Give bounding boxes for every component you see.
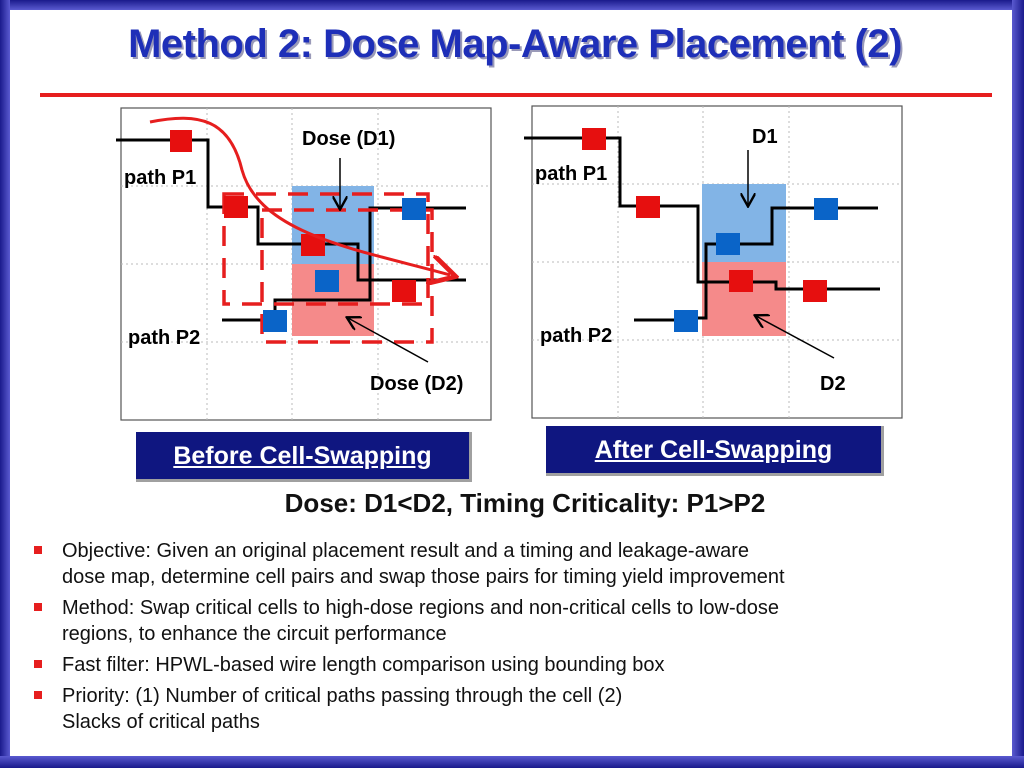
- after-panel: [524, 106, 902, 418]
- bullet-method: [32, 595, 1007, 647]
- bullet-text: dose map, determine cell pairs and swap those pairs for timing yield improvement: [62, 566, 785, 588]
- cell-critical: [636, 196, 660, 218]
- path-p1-label: path P1: [124, 167, 197, 189]
- cell-noncritical: [263, 310, 287, 332]
- bullet-list: [32, 538, 1007, 740]
- summary-caption: Dose: D1<D2, Timing Criticality: P1>P2: [284, 488, 766, 518]
- bullet-text: Priority: (1) Number of critical paths passing through the cell (2): [62, 685, 623, 707]
- bullet-text: Slacks of critical paths: [62, 711, 260, 733]
- cell-critical: [803, 280, 827, 302]
- dose-d1-label: Dose (D1): [302, 128, 396, 150]
- bullet-marker: [34, 546, 42, 554]
- bullet-objective: [32, 538, 1007, 590]
- cell-critical: [582, 128, 606, 150]
- d2-label: D2: [820, 373, 846, 395]
- cell-noncritical: [402, 198, 426, 220]
- bullet-text: regions, to enhance the circuit performance: [62, 623, 447, 645]
- after-caption-box: After Cell-Swapping: [546, 426, 884, 476]
- cell-critical: [224, 196, 248, 218]
- bullet-text: Method: Swap critical cells to high-dose regions and non-critical cells to low-dose: [62, 597, 780, 619]
- before-caption-box: Before Cell-Swapping: [136, 432, 472, 482]
- bullet-marker: [34, 603, 42, 611]
- bullet-priority: [32, 683, 1007, 735]
- cell-critical: [392, 280, 416, 302]
- cell-noncritical: [315, 270, 339, 292]
- slide-title: Method 2: Dose Map-Aware Placement (2): [128, 22, 902, 66]
- before-panel: [116, 108, 491, 420]
- cell-critical: [729, 270, 753, 292]
- cell-critical: [170, 130, 192, 152]
- cell-noncritical: [814, 198, 838, 220]
- bullet-text: Objective: Given an original placement result and a timing and leakage-aware: [62, 540, 750, 562]
- bullet-marker: [34, 660, 42, 668]
- bullet-fast-filter: [32, 652, 1007, 678]
- cell-noncritical: [716, 233, 740, 255]
- d1-label: D1: [752, 126, 778, 148]
- bullet-text: Fast filter: HPWL-based wire length comparison using bounding box: [62, 654, 665, 676]
- bullet-marker: [34, 691, 42, 699]
- path-p2-label: path P2: [540, 325, 613, 347]
- path-p2-label: path P2: [128, 327, 201, 349]
- dose-d2-label: Dose (D2): [370, 373, 464, 395]
- path-p1-label: path P1: [535, 163, 608, 185]
- cell-noncritical: [674, 310, 698, 332]
